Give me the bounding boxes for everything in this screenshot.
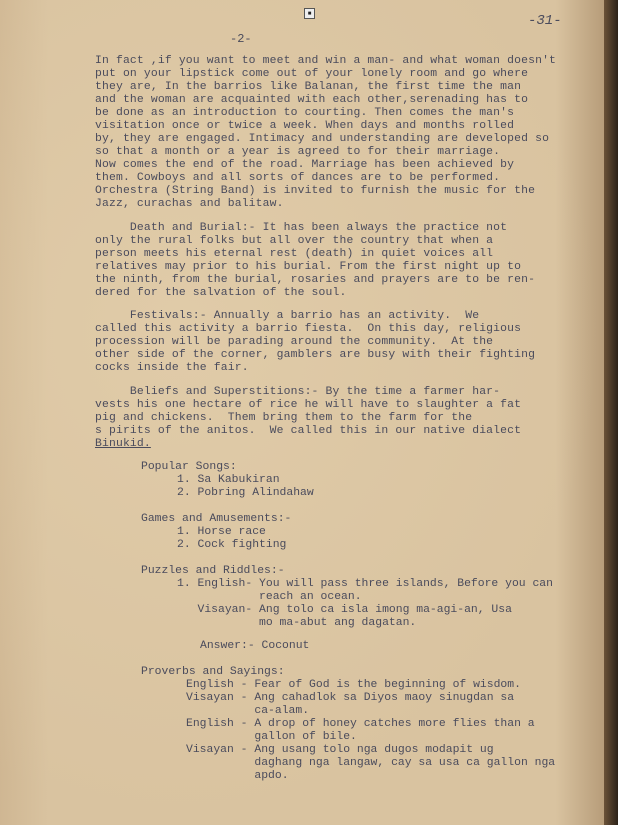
text-line: s pirits of the anitos. We called this in our native dialect: [95, 425, 522, 437]
text-line: them. Cowboys and all sorts of dances are to be performed.: [95, 172, 501, 184]
text-line: Visayan - Ang usang tolo nga dugos modapit ug: [186, 744, 494, 756]
text-line: so that a month or a year is agreed to for their marriage.: [95, 146, 501, 158]
section-heading: Games and Amusements:-: [141, 513, 292, 525]
text-line: person meets his eternal rest (death) in quiet voices all: [95, 248, 494, 260]
text-line: Festivals:- Annually a barrio has an activity. We: [95, 310, 480, 322]
list-item: 1. Sa Kabukiran: [177, 474, 280, 486]
list-item: 1. Horse race: [177, 526, 266, 538]
riddle-answer: Answer:- Coconut: [200, 640, 310, 652]
text-line: 1. English- You will pass three islands, Before you can: [177, 578, 553, 590]
text-line: In fact ,if you want to meet and win a man- and what woman doesn't: [95, 55, 557, 67]
text-line: reach an ocean.: [177, 591, 362, 603]
text-line: cocks inside the fair.: [95, 362, 249, 374]
text-line: other side of the corner, gamblers are busy with their fighting: [95, 349, 536, 361]
page-number-left: -2-: [230, 32, 252, 46]
text-line: procession will be parading around the community. At the: [95, 336, 494, 348]
text-line: Orchestra (String Band) is invited to furnish the music for the: [95, 185, 536, 197]
text-line: English - A drop of honey catches more flies than a: [186, 718, 535, 730]
text-line: English - Fear of God is the beginning of wisdom.: [186, 679, 521, 691]
text-line: be done as an introduction to courting. Then comes the man's: [95, 107, 515, 119]
text-line: and the woman are acquainted with each other,serenading has to: [95, 94, 529, 106]
text-line: ca-alam.: [186, 705, 310, 717]
text-line: by, they are engaged. Intimacy and understanding are developed so: [95, 133, 550, 145]
text-line: pig and chickens. Them bring them to the farm for the: [95, 412, 473, 424]
text-line: Jazz, curachas and balitaw.: [95, 198, 284, 210]
text-line: vests his one hectare of rice he will have to slaughter a fat: [95, 399, 522, 411]
punch-hole-mark: ■: [304, 8, 315, 19]
list-item: 2. Pobring Alindahaw: [177, 487, 314, 499]
section-heading: Puzzles and Riddles:-: [141, 565, 285, 577]
text-line: gallon of bile.: [186, 731, 357, 743]
text-line: only the rural folks but all over the country that when a: [95, 235, 494, 247]
text-line: Beliefs and Superstitions:- By the time a farmer har-: [95, 386, 501, 398]
text-line: called this activity a barrio fiesta. On this day, religious: [95, 323, 522, 335]
text-line: relatives may prior to his burial. From the first night up to: [95, 261, 522, 273]
text-line: the ninth, from the burial, rosaries and prayers are to be ren-: [95, 274, 536, 286]
book-binding-edge: [604, 0, 618, 825]
text-line: mo ma-abut ang dagatan.: [177, 617, 417, 629]
text-line: Visayan- Ang tolo ca isla imong ma-agi-an, Usa: [177, 604, 512, 616]
text-line: Death and Burial:- It has been always the practice not: [95, 222, 508, 234]
text-line: visitation once or twice a week. When days and months rolled: [95, 120, 515, 132]
text-line: apdo.: [186, 770, 289, 782]
text-line: put on your lipstick come out of your lonely room and go where: [95, 68, 529, 80]
text-line-underlined: Binukid.: [95, 438, 151, 450]
text-line: dered for the salvation of the soul.: [95, 287, 347, 299]
section-heading: Popular Songs:: [141, 461, 237, 473]
list-item: 2. Cock fighting: [177, 539, 287, 551]
text-line: they are, In the barrios like Balanan, the first time the man: [95, 81, 522, 93]
section-heading: Proverbs and Sayings:: [141, 666, 285, 678]
page-number-right: -31-: [528, 13, 562, 29]
text-line: Visayan - Ang cahadlok sa Diyos maoy sinugdan sa: [186, 692, 515, 704]
text-line: daghang nga langaw, cay sa usa ca gallon nga: [186, 757, 556, 769]
text-line: Now comes the end of the road. Marriage has been achieved by: [95, 159, 515, 171]
